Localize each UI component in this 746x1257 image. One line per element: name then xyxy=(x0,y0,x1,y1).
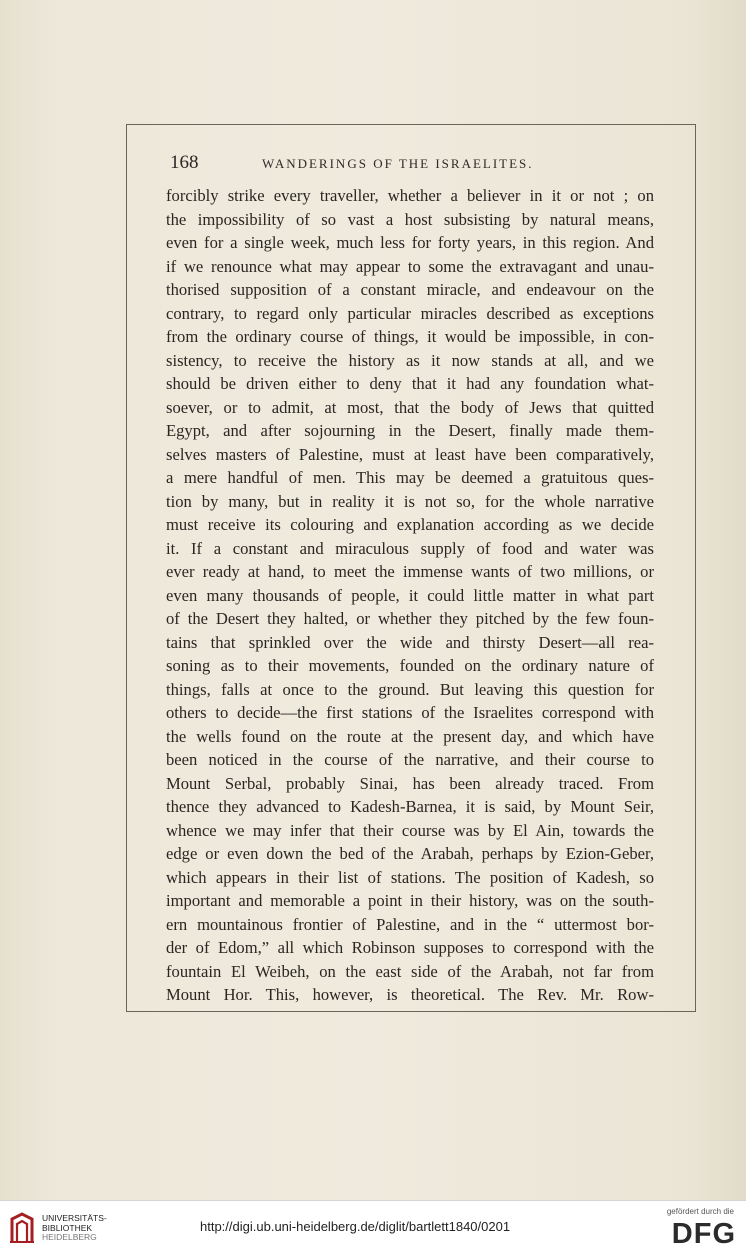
dfg-logo[interactable]: DFG xyxy=(671,1218,736,1250)
university-library-logo-icon[interactable] xyxy=(8,1211,36,1245)
text-line: fountain El Weibeh, on the east side of the Arabah, not far from xyxy=(166,961,654,981)
text-line: which appears in their list of stations. The position of Kadesh, so xyxy=(166,867,654,887)
text-line: Mount Serbal, probably Sinai, has been already traced. From xyxy=(166,773,654,793)
text-line: forcibly strike every traveller, whether a believer in it or not ; on xyxy=(166,186,654,205)
running-head-title: WANDERINGS OF THE ISRAELITES. xyxy=(262,156,534,171)
text-line: must receive its colouring and explanation according as we decide xyxy=(166,515,654,534)
text-line: ern mountainous frontier of Palestine, and in the “ uttermost bor- xyxy=(166,914,654,934)
text-line: Egypt, and after sojourning in the Desert, finally made them- xyxy=(166,421,654,440)
funded-by-label: gefördert durch die xyxy=(666,1207,734,1216)
text-line: the wells found on the route at the present day, and which have xyxy=(166,726,654,746)
footer-bar xyxy=(0,1200,746,1257)
text-line: contrary, to regard only particular miracles described as exceptions xyxy=(166,303,654,323)
text-line: der of Edom,” all which Robinson supposes to correspond with the xyxy=(166,938,654,957)
text-line: of the Desert they halted, or whether they pitched by the few foun- xyxy=(166,609,654,628)
text-line: whence we may infer that their course was by El Ain, towards the xyxy=(166,820,654,840)
running-head xyxy=(170,152,654,176)
text-line: soning as to their movements, founded on the ordinary nature of xyxy=(166,656,654,675)
text-line: selves masters of Palestine, must at least have been comparatively, xyxy=(166,444,654,464)
library-name[interactable] xyxy=(42,1214,107,1243)
text-line: thence they advanced to Kadesh-Barnea, it is said, by Mount Seir, xyxy=(166,797,654,816)
library-name-line2: BIBLIOTHEK xyxy=(42,1222,93,1233)
text-line: if we renounce what may appear to some the extravagant and unau- xyxy=(166,256,654,276)
text-line: even many thousands of people, it could little matter in what part xyxy=(166,585,654,605)
text-line: tains that sprinkled over the wide and thirsty Desert—all rea- xyxy=(166,632,654,652)
text-line: tion by many, but in reality it is not so, for the whole narrative xyxy=(166,491,654,511)
text-line: others to decide—the first stations of the Israelites correspond with xyxy=(166,703,654,722)
text-line: been noticed in the course of the narrative, and their course to xyxy=(166,750,654,769)
text-line: ever ready at hand, to meet the immense wants of two millions, or xyxy=(166,562,654,581)
text-line: it. If a constant and miraculous supply of food and water was xyxy=(166,538,654,558)
permalink-url[interactable]: http://digi.ub.uni-heidelberg.de/diglit/bartlett1840/0201 xyxy=(200,1219,511,1234)
text-line: things, falls at once to the ground. But leaving this question for xyxy=(166,679,654,699)
text-line: important and memorable a point in their history, was on the south- xyxy=(166,891,654,910)
text-line: the impossibility of so vast a host subsisting by natural means, xyxy=(166,209,654,229)
text-line: Mount Hor. This, however, is theoretical. The Rev. Mr. Row- xyxy=(166,985,654,1004)
text-line: edge or even down the bed of the Arabah, perhaps by Ezion-Geber, xyxy=(166,844,654,863)
text-line: should be driven either to deny that it had any foundation what- xyxy=(166,374,654,393)
page-number: 168 xyxy=(170,152,199,173)
text-line: from the ordinary course of things, it would be impossible, in con- xyxy=(166,327,654,346)
text-line: thorised supposition of a constant miracle, and endeavour on the xyxy=(166,280,654,299)
text-line: soever, or to admit, at most, that the body of Jews that quitted xyxy=(166,397,654,417)
text-line: a mere handful of men. This may be deemed a gratuitous ques- xyxy=(166,468,654,487)
text-line: sistency, to receive the history as it now stands at all, and we xyxy=(166,350,654,370)
body-text xyxy=(166,184,654,1007)
text-line: even for a single week, much less for forty years, in this region. And xyxy=(166,233,654,252)
library-name-line3: HEIDELBERG xyxy=(42,1232,97,1242)
library-name-line1: UNIVERSITÄTS- xyxy=(42,1213,107,1223)
